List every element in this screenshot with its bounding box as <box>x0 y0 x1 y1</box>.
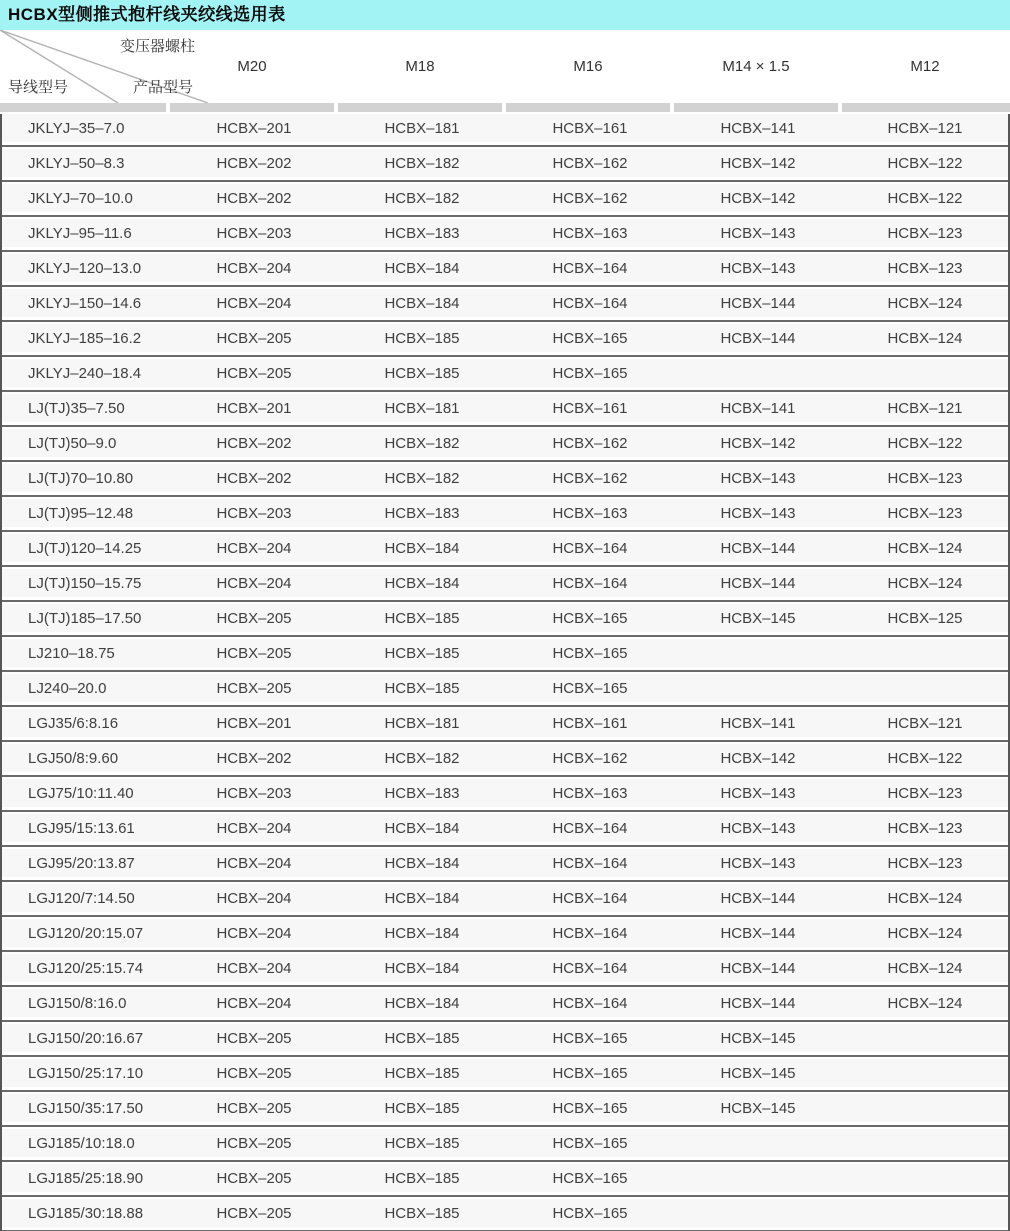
model-cell-m12: HCBX–122 <box>887 189 963 207</box>
table-header <box>0 30 1010 103</box>
model-cell-m18: HCBX–185 <box>384 1204 460 1222</box>
row-divider <box>2 1052 1008 1059</box>
header-label-transformer-stud: 变压器螺柱 <box>120 38 196 55</box>
model-cell-m18: HCBX–185 <box>384 364 460 382</box>
model-cell-m18: HCBX–184 <box>384 539 460 557</box>
model-cell-m14x1-5: HCBX–144 <box>720 574 796 592</box>
model-cell-m14x1-5: HCBX–143 <box>720 784 796 802</box>
row-divider <box>2 212 1008 219</box>
model-cell-m12: HCBX–124 <box>887 574 963 592</box>
model-cell-m18: HCBX–181 <box>384 399 460 417</box>
table-row <box>2 254 1008 289</box>
row-divider <box>2 457 1008 464</box>
model-cell-m16: HCBX–164 <box>552 959 628 977</box>
model-cell-m16: HCBX–165 <box>552 364 628 382</box>
model-cell-m14x1-5: HCBX–142 <box>720 154 796 172</box>
row-divider <box>2 982 1008 989</box>
band-segment <box>0 103 166 112</box>
model-cell-m16: HCBX–164 <box>552 574 628 592</box>
row-divider <box>2 1122 1008 1129</box>
wire-type-cell: LGJ120/20:15.07 <box>28 924 144 942</box>
table-row <box>2 604 1008 639</box>
model-cell-m20: HCBX–205 <box>216 1204 292 1222</box>
model-cell-m20: HCBX–202 <box>216 154 292 172</box>
model-cell-m18: HCBX–182 <box>384 189 460 207</box>
column-header-m14x1-5: M14 × 1.5 <box>722 58 790 75</box>
model-cell-m12: HCBX–121 <box>887 399 963 417</box>
wire-type-cell: LJ(TJ)120–14.25 <box>28 539 142 557</box>
model-cell-m18: HCBX–184 <box>384 959 460 977</box>
model-cell-m14x1-5: HCBX–145 <box>720 609 796 627</box>
wire-type-cell: LGJ95/15:13.61 <box>28 819 135 837</box>
band-segment <box>842 103 1010 112</box>
table-row <box>2 324 1008 359</box>
column-header-m16: M16 <box>573 58 603 75</box>
model-cell-m18: HCBX–185 <box>384 1099 460 1117</box>
model-cell-m16: HCBX–164 <box>552 924 628 942</box>
wire-type-cell: LGJ185/10:18.0 <box>28 1134 135 1152</box>
model-cell-m14x1-5: HCBX–144 <box>720 889 796 907</box>
model-cell-m18: HCBX–184 <box>384 259 460 277</box>
model-cell-m20: HCBX–204 <box>216 294 292 312</box>
model-cell-m20: HCBX–203 <box>216 224 292 242</box>
model-cell-m18: HCBX–184 <box>384 574 460 592</box>
wire-type-cell: LJ240–20.0 <box>28 679 107 697</box>
model-cell-m16: HCBX–161 <box>552 399 628 417</box>
row-divider <box>2 527 1008 534</box>
model-cell-m20: HCBX–201 <box>216 119 292 137</box>
row-divider <box>2 492 1008 499</box>
row-divider <box>2 632 1008 639</box>
model-cell-m14x1-5: HCBX–142 <box>720 749 796 767</box>
header-label-wire-type: 导线型号 <box>8 79 69 96</box>
model-cell-m18: HCBX–182 <box>384 749 460 767</box>
header-label-product-model: 产品型号 <box>133 79 194 96</box>
table-row <box>2 1129 1008 1164</box>
model-cell-m18: HCBX–184 <box>384 294 460 312</box>
band-segment <box>674 103 838 112</box>
model-cell-m20: HCBX–205 <box>216 1169 292 1187</box>
wire-type-cell: LJ(TJ)150–15.75 <box>28 574 142 592</box>
row-divider <box>2 282 1008 289</box>
model-cell-m16: HCBX–165 <box>552 329 628 347</box>
model-cell-m12: HCBX–124 <box>887 329 963 347</box>
model-cell-m18: HCBX–185 <box>384 329 460 347</box>
model-cell-m16: HCBX–163 <box>552 784 628 802</box>
wire-type-cell: JKLYJ–70–10.0 <box>28 189 133 207</box>
model-cell-m20: HCBX–204 <box>216 259 292 277</box>
model-cell-m18: HCBX–182 <box>384 469 460 487</box>
model-cell-m20: HCBX–204 <box>216 924 292 942</box>
wire-type-cell: LGJ75/10:11.40 <box>28 784 134 802</box>
wire-type-cell: LJ(TJ)35–7.50 <box>28 399 125 417</box>
model-cell-m14x1-5: HCBX–141 <box>720 119 796 137</box>
model-cell-m18: HCBX–183 <box>384 224 460 242</box>
table-row <box>2 849 1008 884</box>
model-cell-m16: HCBX–162 <box>552 434 628 452</box>
model-cell-m20: HCBX–201 <box>216 399 292 417</box>
model-cell-m18: HCBX–185 <box>384 609 460 627</box>
model-cell-m16: HCBX–163 <box>552 224 628 242</box>
column-header-m12: M12 <box>910 58 940 75</box>
wire-type-cell: JKLYJ–150–14.6 <box>28 294 142 312</box>
model-cell-m18: HCBX–183 <box>384 784 460 802</box>
row-divider <box>2 737 1008 744</box>
table-row <box>2 1164 1008 1199</box>
model-cell-m16: HCBX–165 <box>552 1029 628 1047</box>
model-cell-m20: HCBX–204 <box>216 854 292 872</box>
model-cell-m12: HCBX–124 <box>887 539 963 557</box>
model-cell-m20: HCBX–205 <box>216 1099 292 1117</box>
wire-type-cell: LJ210–18.75 <box>28 644 115 662</box>
row-divider <box>2 842 1008 849</box>
model-cell-m14x1-5: HCBX–144 <box>720 959 796 977</box>
band-segment <box>506 103 670 112</box>
table-row <box>2 639 1008 674</box>
model-cell-m20: HCBX–205 <box>216 1029 292 1047</box>
wire-type-cell: LGJ150/25:17.10 <box>28 1064 144 1082</box>
row-divider <box>2 772 1008 779</box>
model-cell-m14x1-5: HCBX–142 <box>720 189 796 207</box>
table-row <box>2 814 1008 849</box>
row-divider <box>2 1017 1008 1024</box>
model-cell-m20: HCBX–205 <box>216 609 292 627</box>
model-cell-m12: HCBX–124 <box>887 889 963 907</box>
table-row <box>2 114 1008 149</box>
wire-type-cell: LGJ95/20:13.87 <box>28 854 135 872</box>
table-row <box>2 359 1008 394</box>
row-divider <box>2 1192 1008 1199</box>
model-cell-m20: HCBX–205 <box>216 329 292 347</box>
model-cell-m16: HCBX–165 <box>552 1134 628 1152</box>
column-header-m20: M20 <box>237 58 267 75</box>
model-cell-m14x1-5: HCBX–145 <box>720 1099 796 1117</box>
table-row <box>2 394 1008 429</box>
band-segment <box>170 103 334 112</box>
table-row <box>2 989 1008 1024</box>
model-cell-m16: HCBX–164 <box>552 259 628 277</box>
model-cell-m18: HCBX–182 <box>384 434 460 452</box>
model-cell-m14x1-5: HCBX–141 <box>720 399 796 417</box>
row-divider <box>2 1087 1008 1094</box>
model-cell-m18: HCBX–183 <box>384 504 460 522</box>
model-cell-m20: HCBX–203 <box>216 504 292 522</box>
model-cell-m18: HCBX–185 <box>384 1029 460 1047</box>
wire-type-cell: LGJ185/30:18.88 <box>28 1204 144 1222</box>
row-divider <box>2 562 1008 569</box>
model-cell-m12: HCBX–123 <box>887 469 963 487</box>
model-cell-m18: HCBX–185 <box>384 679 460 697</box>
model-cell-m12: HCBX–124 <box>887 959 963 977</box>
row-divider <box>2 877 1008 884</box>
row-divider <box>2 177 1008 184</box>
model-cell-m16: HCBX–164 <box>552 994 628 1012</box>
model-cell-m12: HCBX–123 <box>887 854 963 872</box>
table-row <box>2 709 1008 744</box>
table-row <box>2 429 1008 464</box>
model-cell-m20: HCBX–205 <box>216 364 292 382</box>
model-cell-m16: HCBX–165 <box>552 1099 628 1117</box>
model-cell-m16: HCBX–163 <box>552 504 628 522</box>
table-row <box>2 674 1008 709</box>
model-cell-m14x1-5: HCBX–143 <box>720 819 796 837</box>
wire-type-cell: JKLYJ–50–8.3 <box>28 154 125 172</box>
band-segment <box>338 103 502 112</box>
model-cell-m14x1-5: HCBX–143 <box>720 224 796 242</box>
model-cell-m14x1-5: HCBX–141 <box>720 714 796 732</box>
table-row <box>2 534 1008 569</box>
table-row <box>2 464 1008 499</box>
model-cell-m20: HCBX–204 <box>216 574 292 592</box>
model-cell-m14x1-5: HCBX–142 <box>720 434 796 452</box>
wire-type-cell: LJ(TJ)50–9.0 <box>28 434 117 452</box>
model-cell-m16: HCBX–165 <box>552 609 628 627</box>
model-cell-m16: HCBX–165 <box>552 1169 628 1187</box>
column-headers <box>0 58 1010 75</box>
model-cell-m14x1-5: HCBX–145 <box>720 1064 796 1082</box>
wire-type-cell: LGJ35/6:8.16 <box>28 714 119 732</box>
wire-type-cell: JKLYJ–95–11.6 <box>28 224 132 242</box>
model-cell-m16: HCBX–164 <box>552 294 628 312</box>
model-cell-m20: HCBX–205 <box>216 1064 292 1082</box>
table-row <box>2 569 1008 604</box>
wire-type-cell: LGJ120/7:14.50 <box>28 889 135 907</box>
wire-type-cell: LJ(TJ)185–17.50 <box>28 609 142 627</box>
model-cell-m12: HCBX–123 <box>887 224 963 242</box>
model-cell-m20: HCBX–204 <box>216 539 292 557</box>
row-divider <box>2 142 1008 149</box>
model-cell-m18: HCBX–185 <box>384 1169 460 1187</box>
model-cell-m14x1-5: HCBX–145 <box>720 1029 796 1047</box>
header-bottom-band <box>0 103 1010 112</box>
model-cell-m18: HCBX–184 <box>384 994 460 1012</box>
model-cell-m20: HCBX–201 <box>216 714 292 732</box>
model-cell-m12: HCBX–123 <box>887 819 963 837</box>
table-row <box>2 1024 1008 1059</box>
model-cell-m16: HCBX–161 <box>552 119 628 137</box>
column-header-m18: M18 <box>405 58 435 75</box>
model-cell-m18: HCBX–185 <box>384 1134 460 1152</box>
model-cell-m16: HCBX–162 <box>552 154 628 172</box>
model-cell-m14x1-5: HCBX–143 <box>720 854 796 872</box>
wire-type-cell: JKLYJ–240–18.4 <box>28 364 142 382</box>
model-cell-m12: HCBX–122 <box>887 434 963 452</box>
table-row <box>2 149 1008 184</box>
model-cell-m20: HCBX–204 <box>216 994 292 1012</box>
model-cell-m18: HCBX–182 <box>384 154 460 172</box>
model-cell-m18: HCBX–184 <box>384 924 460 942</box>
model-cell-m16: HCBX–161 <box>552 714 628 732</box>
wire-type-cell: JKLYJ–185–16.2 <box>28 329 142 347</box>
table-row <box>2 499 1008 534</box>
table-row <box>2 184 1008 219</box>
model-cell-m20: HCBX–205 <box>216 644 292 662</box>
model-cell-m18: HCBX–181 <box>384 119 460 137</box>
model-cell-m18: HCBX–184 <box>384 854 460 872</box>
model-cell-m12: HCBX–124 <box>887 294 963 312</box>
model-cell-m12: HCBX–122 <box>887 749 963 767</box>
model-cell-m20: HCBX–205 <box>216 679 292 697</box>
table-row <box>2 954 1008 989</box>
wire-type-cell: LGJ120/25:15.74 <box>28 959 144 977</box>
table-row <box>2 1199 1008 1231</box>
model-cell-m14x1-5: HCBX–144 <box>720 329 796 347</box>
model-cell-m20: HCBX–205 <box>216 1134 292 1152</box>
table-row <box>2 1059 1008 1094</box>
row-divider <box>2 947 1008 954</box>
model-cell-m16: HCBX–164 <box>552 539 628 557</box>
model-cell-m20: HCBX–202 <box>216 434 292 452</box>
model-cell-m18: HCBX–184 <box>384 819 460 837</box>
wire-type-cell: LGJ150/8:16.0 <box>28 994 127 1012</box>
wire-type-cell: LGJ50/8:9.60 <box>28 749 119 767</box>
table-row <box>2 219 1008 254</box>
model-cell-m12: HCBX–123 <box>887 504 963 522</box>
wire-type-cell: LJ(TJ)95–12.48 <box>28 504 134 522</box>
model-cell-m20: HCBX–204 <box>216 889 292 907</box>
model-cell-m12: HCBX–123 <box>887 784 963 802</box>
row-divider <box>2 1157 1008 1164</box>
wire-type-cell: LGJ150/20:16.67 <box>28 1029 144 1047</box>
model-cell-m16: HCBX–165 <box>552 1064 628 1082</box>
model-cell-m18: HCBX–184 <box>384 889 460 907</box>
table-row <box>2 744 1008 779</box>
row-divider <box>2 667 1008 674</box>
model-cell-m16: HCBX–164 <box>552 889 628 907</box>
model-cell-m12: HCBX–123 <box>887 259 963 277</box>
model-cell-m14x1-5: HCBX–144 <box>720 294 796 312</box>
row-divider <box>2 352 1008 359</box>
model-cell-m16: HCBX–165 <box>552 1204 628 1222</box>
model-cell-m20: HCBX–203 <box>216 784 292 802</box>
row-divider <box>2 597 1008 604</box>
model-cell-m12: HCBX–121 <box>887 119 963 137</box>
model-cell-m14x1-5: HCBX–144 <box>720 924 796 942</box>
model-cell-m14x1-5: HCBX–143 <box>720 259 796 277</box>
table-row <box>2 1094 1008 1129</box>
model-cell-m20: HCBX–202 <box>216 189 292 207</box>
model-cell-m14x1-5: HCBX–144 <box>720 539 796 557</box>
wire-type-cell: JKLYJ–120–13.0 <box>28 259 142 277</box>
model-cell-m16: HCBX–162 <box>552 749 628 767</box>
model-cell-m16: HCBX–162 <box>552 189 628 207</box>
row-divider <box>2 702 1008 709</box>
model-cell-m16: HCBX–162 <box>552 469 628 487</box>
table-row <box>2 779 1008 814</box>
table-row <box>2 919 1008 954</box>
row-divider <box>2 912 1008 919</box>
corner-spacer <box>0 58 168 75</box>
model-cell-m20: HCBX–204 <box>216 959 292 977</box>
model-cell-m16: HCBX–165 <box>552 679 628 697</box>
model-cell-m16: HCBX–164 <box>552 819 628 837</box>
row-divider <box>2 387 1008 394</box>
wire-type-cell: LJ(TJ)70–10.80 <box>28 469 134 487</box>
wire-type-cell: LGJ150/35:17.50 <box>28 1099 144 1117</box>
model-cell-m18: HCBX–185 <box>384 1064 460 1082</box>
model-cell-m18: HCBX–181 <box>384 714 460 732</box>
model-cell-m12: HCBX–121 <box>887 714 963 732</box>
model-cell-m20: HCBX–202 <box>216 749 292 767</box>
row-divider <box>2 247 1008 254</box>
model-cell-m14x1-5: HCBX–144 <box>720 994 796 1012</box>
row-divider <box>2 807 1008 814</box>
row-divider <box>2 422 1008 429</box>
model-cell-m12: HCBX–122 <box>887 154 963 172</box>
model-cell-m16: HCBX–165 <box>552 644 628 662</box>
page-title: HCBX型侧推式抱杆线夹绞线选用表 <box>0 0 1010 30</box>
model-cell-m20: HCBX–202 <box>216 469 292 487</box>
wire-type-cell: LGJ185/25:18.90 <box>28 1169 144 1187</box>
table-row <box>2 289 1008 324</box>
table-body <box>0 114 1010 1231</box>
row-divider <box>2 317 1008 324</box>
model-cell-m12: HCBX–124 <box>887 994 963 1012</box>
model-cell-m18: HCBX–185 <box>384 644 460 662</box>
table-row <box>2 884 1008 919</box>
wire-type-cell: JKLYJ–35–7.0 <box>28 119 125 137</box>
model-cell-m14x1-5: HCBX–143 <box>720 469 796 487</box>
model-cell-m12: HCBX–125 <box>887 609 963 627</box>
row-divider <box>2 1227 1008 1231</box>
model-cell-m14x1-5: HCBX–143 <box>720 504 796 522</box>
model-cell-m12: HCBX–124 <box>887 924 963 942</box>
model-cell-m20: HCBX–204 <box>216 819 292 837</box>
model-cell-m16: HCBX–164 <box>552 854 628 872</box>
